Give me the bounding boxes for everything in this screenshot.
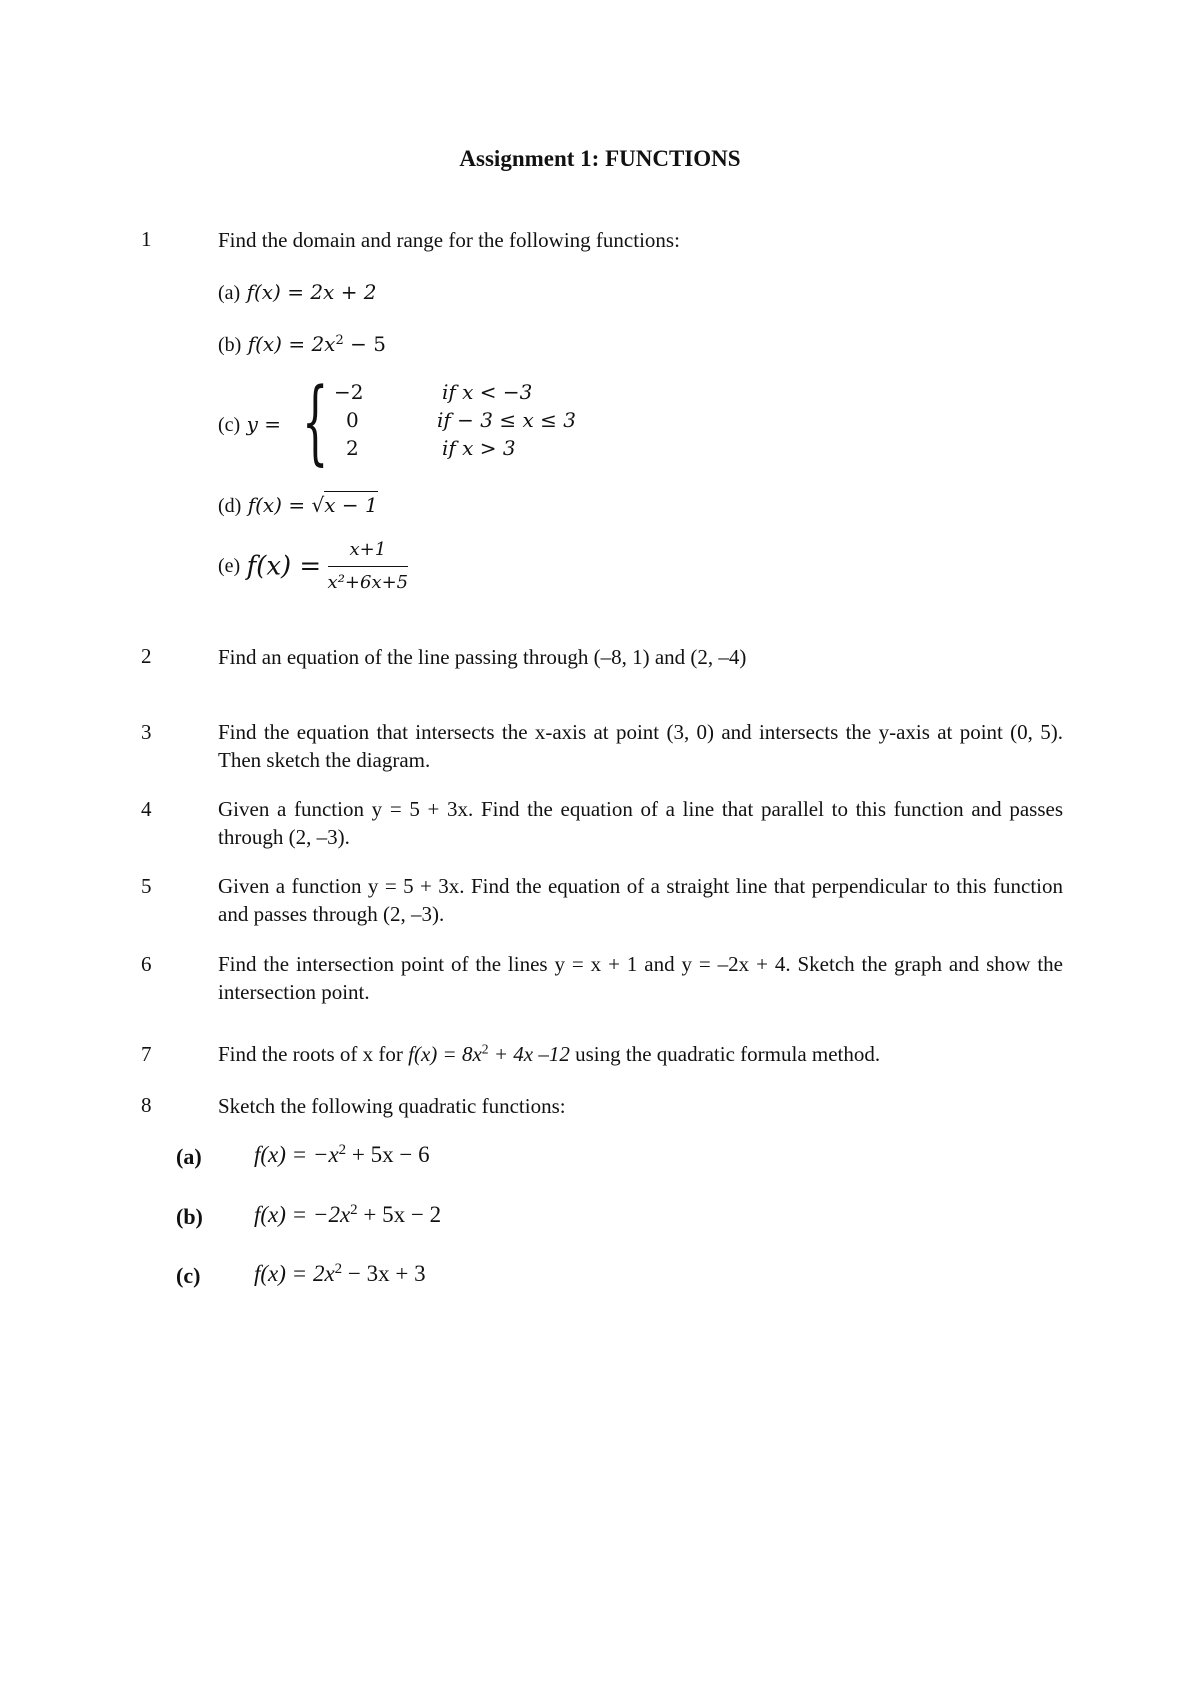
q8a-label: (a) [176,1144,202,1169]
q8a-lhs: f(x) = −x [254,1142,339,1167]
case-condition-1: if x < −3 [442,380,533,404]
q8c-rest: − 3x + 3 [342,1261,426,1286]
q1e-lhs: f(x) = [246,551,322,582]
q7-pre: Find the roots of x for [218,1042,409,1066]
q8a-exponent: 2 [338,1141,347,1158]
q1-part-a [218,278,377,307]
q1e-numerator: x+1 [328,536,409,567]
q8b-rest: + 5x − 2 [357,1202,442,1227]
q1b-label: (b) [218,334,242,356]
question-3-text: Find the equation that intersects the x-axis at point (3, 0) and intersects the y-axis at point (0, 5). Then sketch the diagram. [218,720,1063,772]
question-number-8: 8 [141,1093,152,1117]
q1-part-c [218,410,281,439]
case-condition-3: if x > 3 [442,436,516,460]
q1-part-e [218,536,408,597]
q1e-label: (e) [218,555,241,577]
q8c-exponent: 2 [334,1260,343,1277]
q1-part-b [218,330,386,359]
q8c-lhs: f(x) = 2x [254,1261,335,1286]
q7-exponent: 2 [481,1041,489,1057]
q1a-lhs: f(x) [246,280,281,304]
question-number-5: 5 [141,874,152,898]
q8b-label: (b) [176,1204,203,1229]
q8b-equation [254,1202,441,1228]
case-condition-2: if − 3 ≤ x ≤ 3 [437,408,576,432]
page-title: Assignment 1: FUNCTIONS [459,146,741,171]
q7-post: using the quadratic formula method. [569,1042,881,1066]
question-number-4: 4 [141,797,152,821]
case-value-3: 2 [346,436,359,460]
case-value-2: 0 [346,408,359,432]
question-number-7: 7 [141,1042,152,1066]
q1b-rest: − 5 [343,332,386,356]
q1b-lhs: f(x) [247,332,282,356]
q1e-fraction [328,536,409,597]
q1b-rhs: = 2x [288,332,336,356]
piecewise-brace: { [302,368,329,475]
q8a-equation [254,1142,430,1168]
q8b-exponent: 2 [350,1201,358,1218]
question-6-text: Find the intersection point of the lines y = x + 1 and y = –2x + 4. Sketch the graph and show the intersection point. [218,952,1063,1004]
question-number-3: 3 [141,720,152,744]
q8b-lhs: f(x) = −2x [254,1202,351,1227]
q8c-equation [254,1261,426,1287]
q1a-label: (a) [218,282,241,304]
question-5-text: Given a function y = 5 + 3x. Find the equation of a straight line that perpendicular to this function and passes through (2, –3). [218,874,1063,926]
question-number-6: 6 [141,952,152,976]
question-number-1: 1 [141,227,152,251]
question-number-2: 2 [141,644,152,668]
q1d-lhs: f(x) = √ [247,493,325,517]
q8a-rest: + 5x − 6 [346,1142,430,1167]
q1d-radicand: x − 1 [324,493,378,517]
q1a-rhs: = 2x + 2 [287,280,377,304]
q1-part-d [218,491,378,520]
question-1-text: Find the domain and range for the following functions: [218,228,680,252]
q1b-exponent: 2 [335,332,344,348]
q1c-label: (c) [218,414,241,436]
q7-func: f(x) = 8x [408,1042,482,1066]
question-2-text: Find an equation of the line passing through (–8, 1) and (2, –4) [218,645,747,669]
question-7-text [218,1040,880,1068]
question-8-text: Sketch the following quadratic functions: [218,1094,566,1118]
case-value-1: −2 [334,380,364,404]
q1c-lhs: y = [246,412,281,436]
q1d-label: (d) [218,495,242,517]
q7-mid: + 4x –12 [488,1042,570,1066]
q8c-label: (c) [176,1263,201,1288]
question-4-text: Given a function y = 5 + 3x. Find the equation of a line that parallel to this function and passes through (2, –3). [218,797,1063,849]
q1e-denominator: x²+6x+5 [327,572,409,593]
